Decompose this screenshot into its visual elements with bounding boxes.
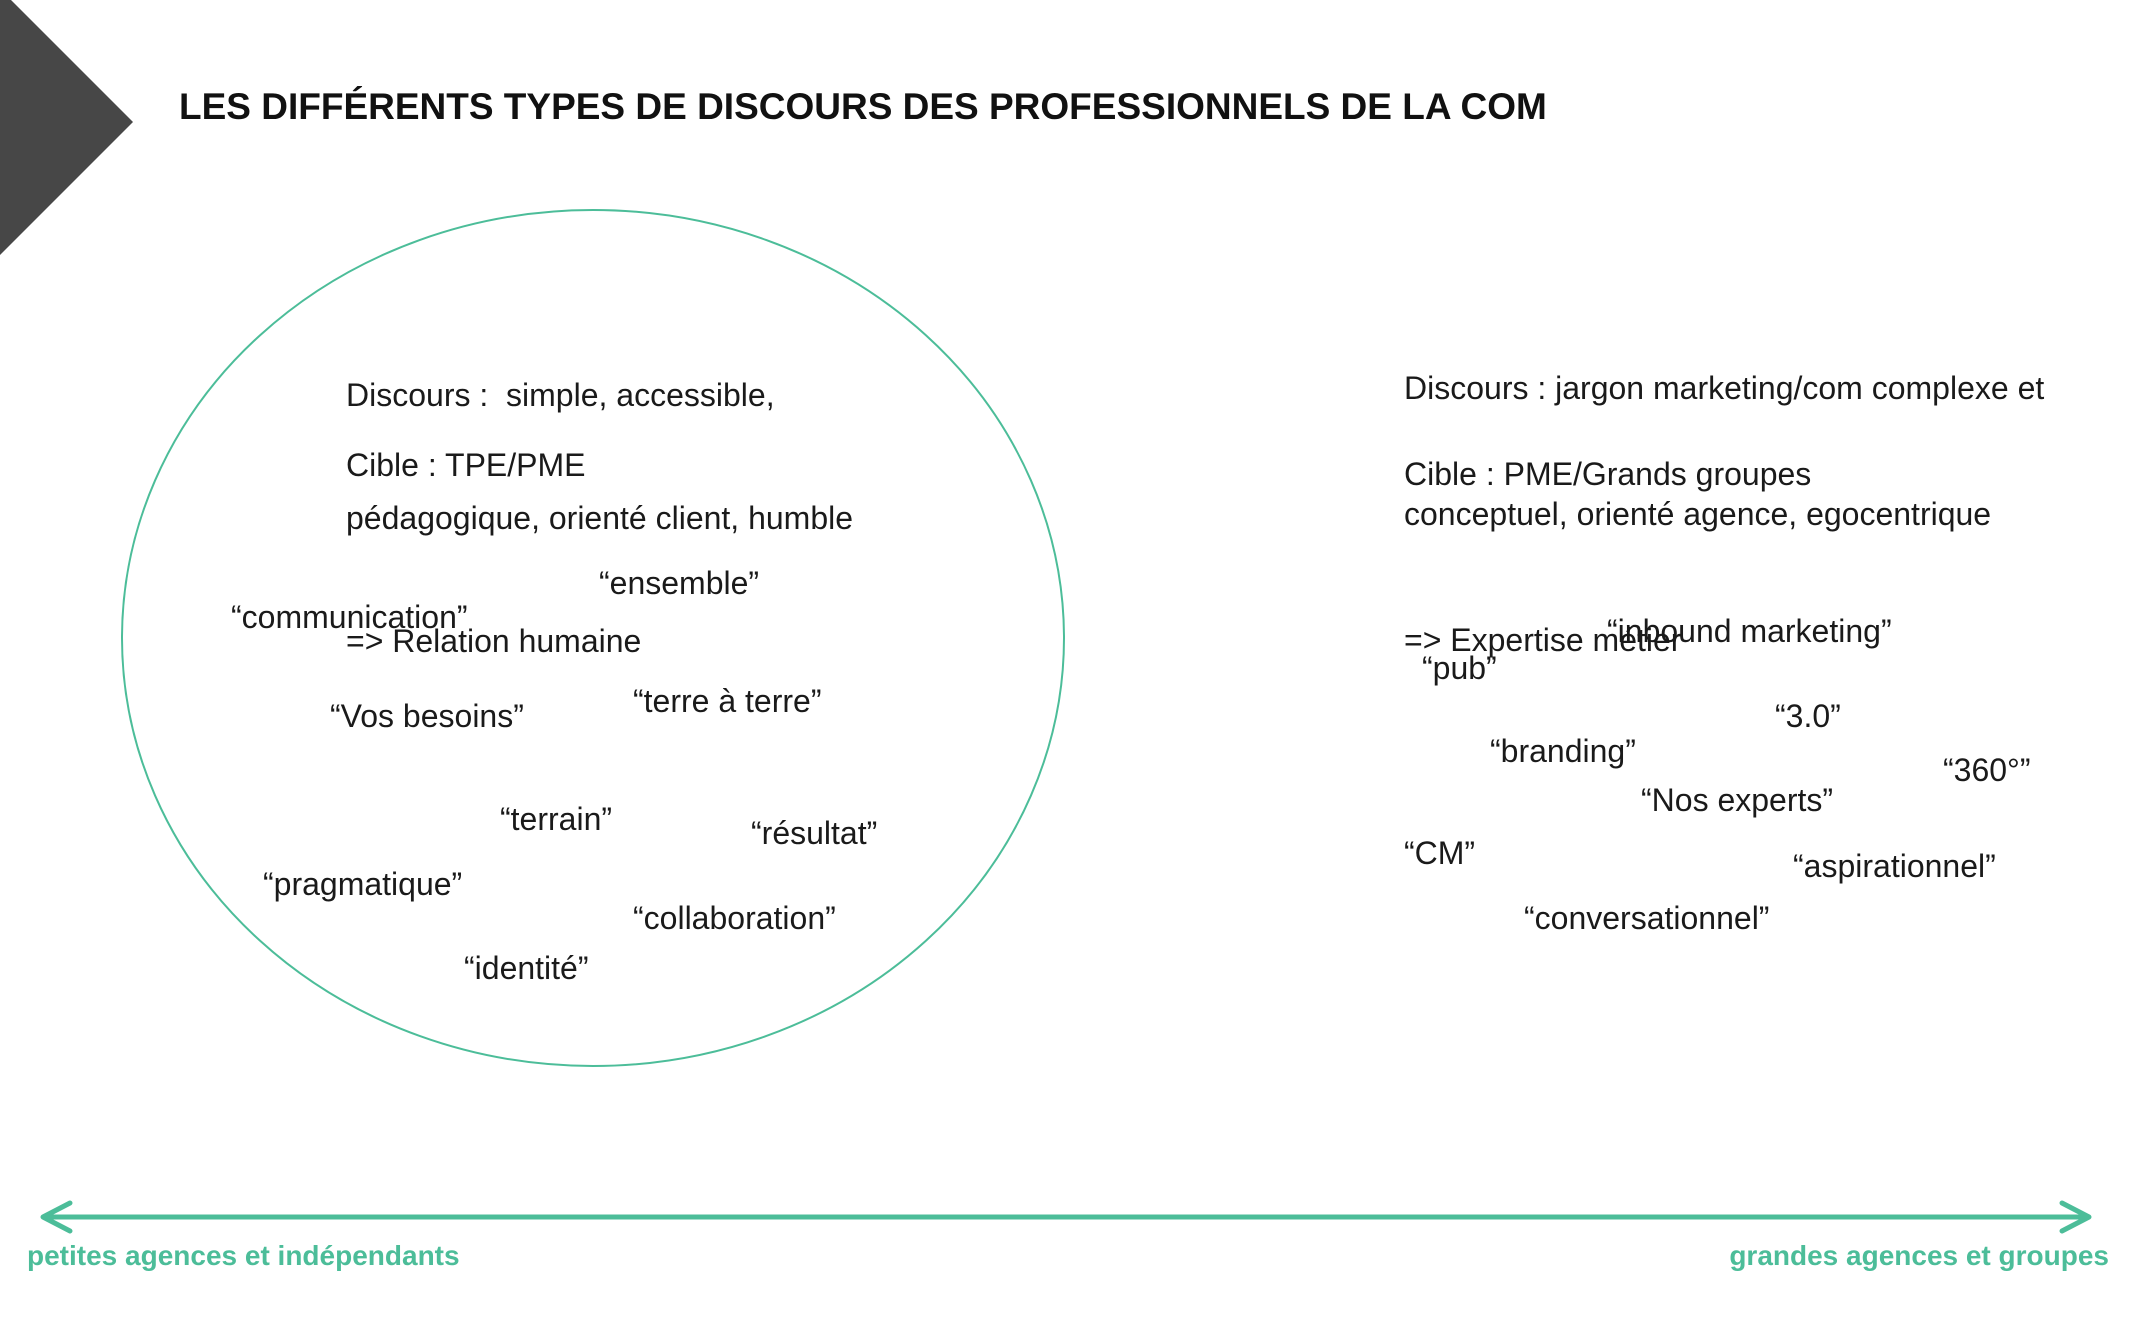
left-cible: Cible : TPE/PME — [346, 447, 586, 483]
left-discours-block — [346, 293, 853, 744]
right-discours-line: => Expertise métier — [1404, 622, 1682, 658]
keyword-terrain: “terrain” — [500, 801, 613, 837]
right-discours-line: Discours : jargon marketing/com complexe et — [1404, 370, 2045, 406]
keyword-inbound-marketing: “inbound marketing” — [1607, 613, 1892, 649]
keyword-360: “360°” — [1943, 752, 2031, 788]
scale-arrow — [43, 1203, 2089, 1231]
keyword-nos-experts: “Nos experts” — [1641, 782, 1834, 818]
keyword-terre-a-terre: “terre à terre” — [633, 683, 822, 719]
right-discours-block — [1404, 283, 2044, 745]
keyword-pragmatique: “pragmatique” — [263, 866, 463, 902]
corner-triangle — [0, 0, 133, 255]
keyword-collaboration: “collaboration” — [633, 900, 836, 936]
page-title: LES DIFFÉRENTS TYPES DE DISCOURS DES PROFESSIONNELS DE LA COM — [179, 86, 1547, 127]
axis-left-label: petites agences et indépendants — [27, 1240, 460, 1271]
keyword-communication: “communication” — [231, 599, 468, 635]
axis-right-label: grandes agences et groupes — [1729, 1240, 2109, 1271]
keyword-pub: “pub” — [1422, 650, 1497, 686]
keyword-vos-besoins: “Vos besoins” — [330, 698, 524, 734]
left-discours-line: => Relation humaine — [346, 623, 642, 659]
right-cible: Cible : PME/Grands groupes — [1404, 456, 1812, 492]
keyword-3-0: “3.0” — [1775, 698, 1841, 734]
keyword-aspirationnel: “aspirationnel” — [1793, 848, 1996, 884]
keyword-branding: “branding” — [1490, 733, 1636, 769]
keyword-identite: “identité” — [464, 950, 589, 986]
keyword-conversationnel: “conversationnel” — [1524, 900, 1770, 936]
keyword-cm: “CM” — [1404, 835, 1476, 871]
keyword-resultat: “résultat” — [751, 815, 878, 851]
keyword-ensemble: “ensemble” — [599, 565, 760, 601]
right-discours-line: conceptuel, orienté agence, egocentrique — [1404, 496, 1992, 532]
left-discours-line: pédagogique, orienté client, humble — [346, 500, 854, 536]
left-discours-line: Discours : simple, accessible, — [346, 377, 775, 413]
